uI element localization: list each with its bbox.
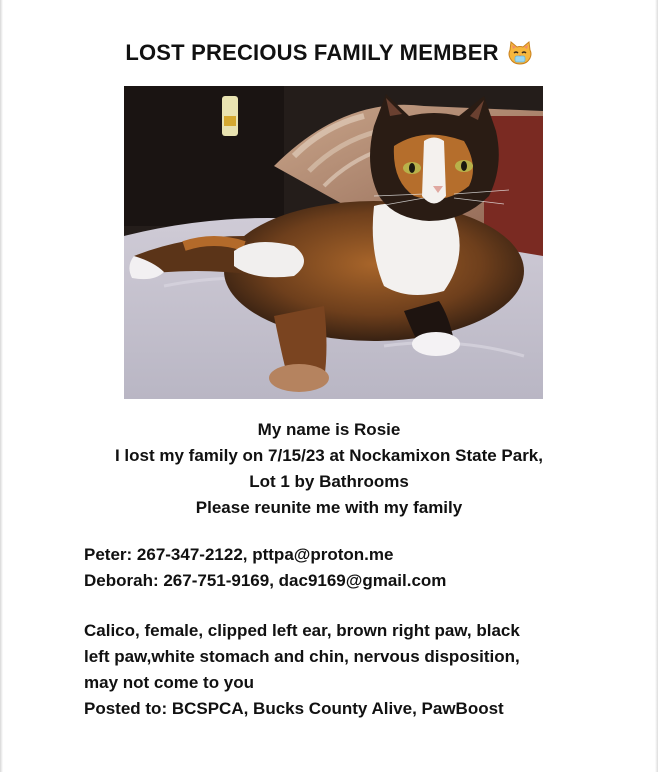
reunite-plea: Please reunite me with my family [195,498,463,517]
description-block [84,618,604,722]
description-line-1: Calico, female, clipped left ear, brown right paw, black [84,621,520,640]
cat-photo [124,86,543,399]
flyer-title-text: LOST PRECIOUS FAMILY MEMBER [125,40,499,65]
description-line-3: may not come to you [84,673,255,692]
contact-peter: Peter: 267-347-2122, pttpa@proton.me [84,545,394,564]
description-line-2: left paw,white stomach and chin, nervous disposition, [84,647,520,666]
lost-location-line-1: I lost my family on 7/15/23 at Nockamixon State Park, [114,446,543,465]
posted-to-line: Posted to: BCSPCA, Bucks County Alive, PawBoost [84,699,504,718]
story-block [0,417,658,521]
contacts-block [84,542,604,594]
cat-face-emoji-icon [507,41,533,71]
page-edge-shadow-left [0,0,3,772]
cat-name-line: My name is Rosie [257,420,401,439]
lost-location-line-2: Lot 1 by Bathrooms [249,472,409,491]
contact-deborah: Deborah: 267-751-9169, dac9169@gmail.com [84,571,447,590]
flyer-title [0,40,658,71]
